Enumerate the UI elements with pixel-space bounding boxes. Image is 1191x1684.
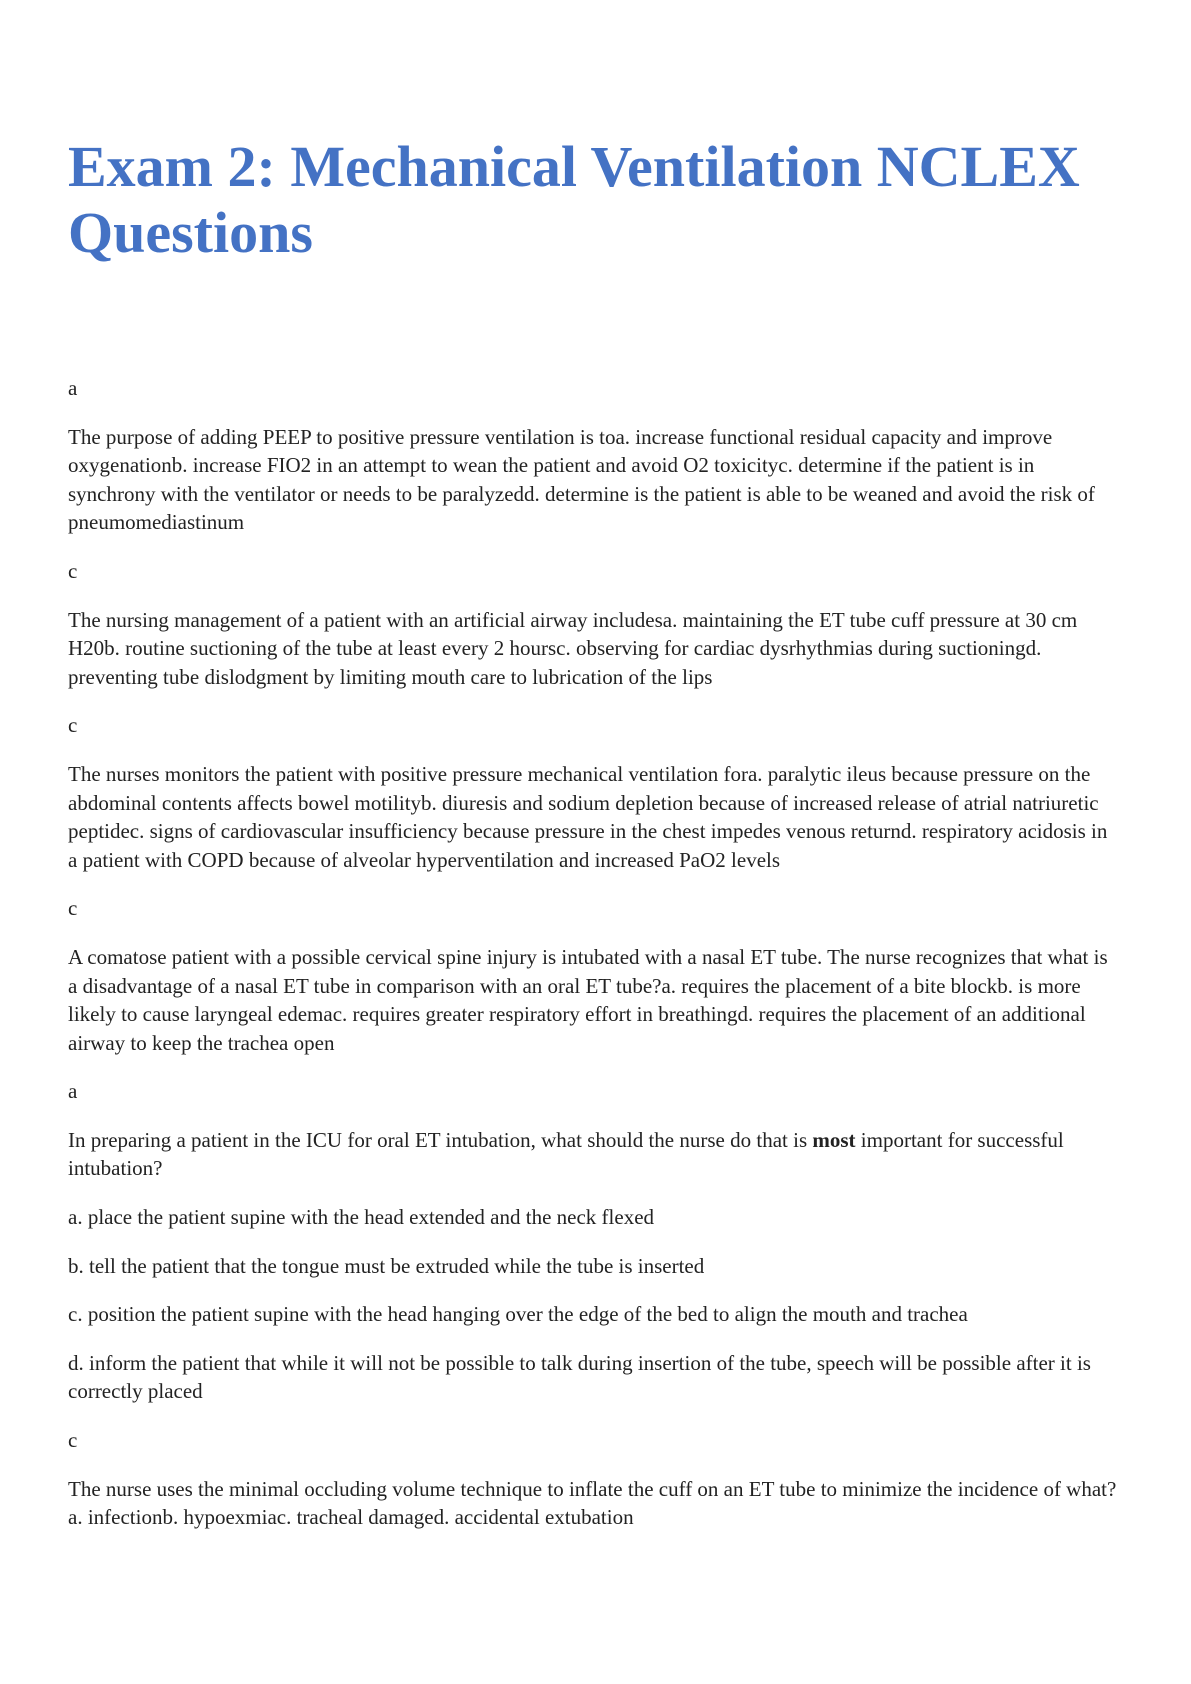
document-page bbox=[68, 134, 1120, 1552]
question-text: The nurses monitors the patient with positive pressure mechanical ventilation fora. paralytic ileus because pressure on the abdominal contents affects bowel motilityb. diuresis and sodium depletion because of increased release of atrial natriuretic peptidec. signs of cardiovascular insufficiency because pressure in the chest impedes venous returnd. respiratory acidosis in a patient with COPD because of alveolar hyperventilation and increased PaO2 levels bbox=[68, 761, 1108, 872]
question-text-end: important for successful intubation? bbox=[68, 1127, 1064, 1181]
answer-label: c bbox=[68, 558, 78, 583]
option-c: c. position the patient supine with the head hanging over the edge of the bed to align the mouth and trachea bbox=[68, 1302, 968, 1327]
question-text: The purpose of adding PEEP to positive pressure ventilation is toa. increase functional residual capacity and improve oxygenationb. increase FIO2 in an attempt to wean the patient and avoid O2 toxicityc. determine if the patient is in synchrony with the ventilator or needs to be paralyzedd. determine is the patient is able to be weaned and avoid the risk of pneumomediastinum bbox=[68, 424, 1095, 535]
question-text bbox=[68, 1126, 1120, 1183]
document-title: Exam 2: Mechanical Ventilation NCLEX Questions bbox=[68, 134, 1080, 265]
question-emphasis: most bbox=[812, 1127, 856, 1152]
question-text: The nursing management of a patient with an artificial airway includesa. maintaining the ET tube cuff pressure at 30 cm H20b. routine suctioning of the tube at least every 2 hoursc. observing for cardiac dysrhythmias during suctioningd. preventing tube dislodgment by limiting mouth care to lubrication of the lips bbox=[68, 607, 1078, 689]
answer-label: c bbox=[68, 713, 78, 738]
answer-label: c bbox=[68, 896, 78, 921]
answer-label: c bbox=[68, 1428, 78, 1453]
answer-label: a bbox=[68, 1079, 78, 1104]
question-text-start: In preparing a patient in the ICU for oral ET intubation, what should the nurse do that is bbox=[68, 1127, 813, 1152]
option-b: b. tell the patient that the tongue must be extruded while the tube is inserted bbox=[68, 1253, 705, 1278]
question-text: A comatose patient with a possible cervical spine injury is intubated with a nasal ET tube. The nurse recognizes that what is a disadvantage of a nasal ET tube in comparison with an oral ET tube?a. requires the placement of a bite blockb. is more likely to cause laryngeal edemac. requires greater respiratory effort in breathingd. requires the placement of an additional airway to keep the trachea open bbox=[68, 944, 1108, 1055]
question-text: The nurse uses the minimal occluding volume technique to inflate the cuff on an ET tube to minimize the incidence of what?a. infectionb. hypoexmiac. tracheal damaged. accidental extubation bbox=[68, 1476, 1117, 1530]
option-d: d. inform the patient that while it will not be possible to talk during insertion of the tube, speech will be possible after it is correctly placed bbox=[68, 1350, 1091, 1404]
answer-label: a bbox=[68, 376, 78, 400]
option-a: a. place the patient supine with the head extended and the neck flexed bbox=[68, 1205, 655, 1230]
